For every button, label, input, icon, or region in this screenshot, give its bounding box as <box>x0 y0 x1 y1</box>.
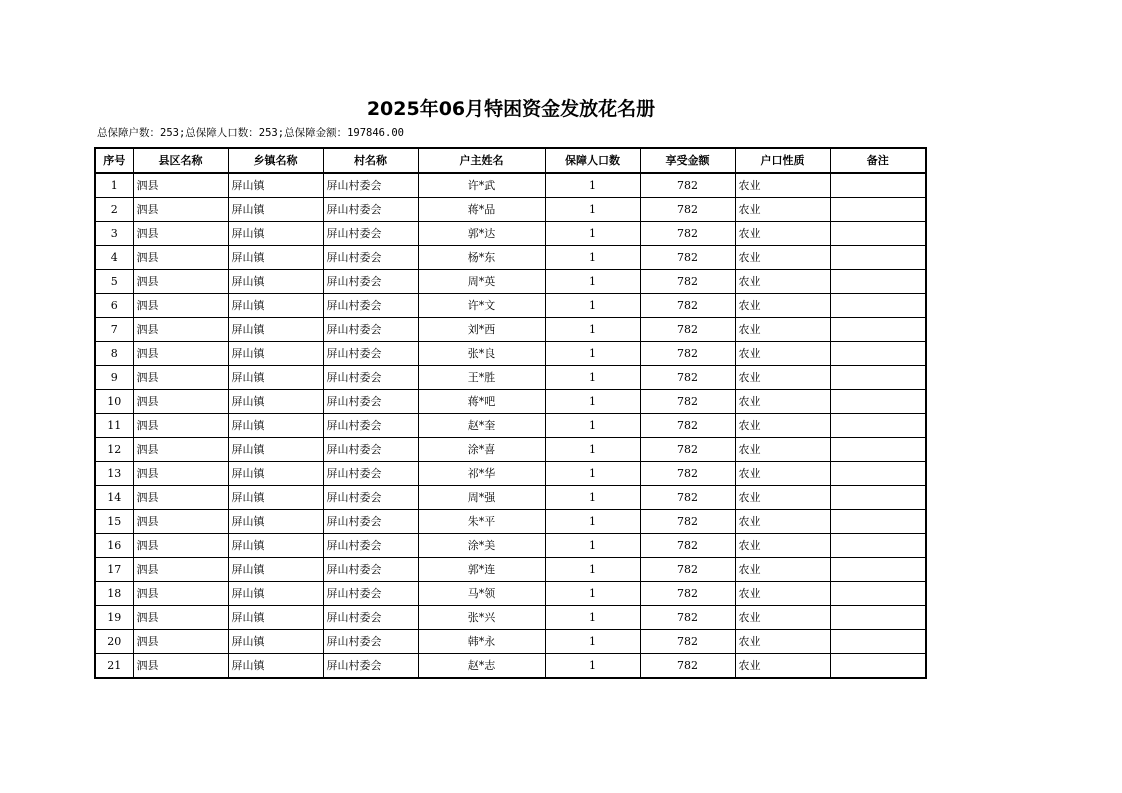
table-row <box>95 654 926 679</box>
cell-amount: 782 <box>640 630 735 654</box>
cell-people: 1 <box>545 438 640 462</box>
cell-seq: 16 <box>95 534 133 558</box>
cell-note <box>830 510 926 534</box>
table-row <box>95 630 926 654</box>
cell-note <box>830 630 926 654</box>
cell-people: 1 <box>545 198 640 222</box>
header-note: 备注 <box>830 148 926 173</box>
cell-householder: 马*领 <box>418 582 545 606</box>
cell-note <box>830 390 926 414</box>
cell-note <box>830 486 926 510</box>
cell-people: 1 <box>545 486 640 510</box>
cell-county: 泗县 <box>133 342 228 366</box>
table-row <box>95 558 926 582</box>
cell-amount: 782 <box>640 270 735 294</box>
cell-amount: 782 <box>640 654 735 679</box>
cell-householder: 许*武 <box>418 173 545 198</box>
cell-people: 1 <box>545 342 640 366</box>
cell-amount: 782 <box>640 510 735 534</box>
cell-hukou: 农业 <box>735 462 830 486</box>
cell-village: 屏山村委会 <box>323 654 418 679</box>
cell-amount: 782 <box>640 414 735 438</box>
cell-people: 1 <box>545 414 640 438</box>
cell-people: 1 <box>545 270 640 294</box>
cell-people: 1 <box>545 462 640 486</box>
cell-amount: 782 <box>640 342 735 366</box>
cell-hukou: 农业 <box>735 318 830 342</box>
cell-seq: 14 <box>95 486 133 510</box>
header-town: 乡镇名称 <box>228 148 323 173</box>
header-people: 保障人口数 <box>545 148 640 173</box>
cell-people: 1 <box>545 630 640 654</box>
header-amount: 享受金额 <box>640 148 735 173</box>
cell-note <box>830 198 926 222</box>
cell-village: 屏山村委会 <box>323 510 418 534</box>
cell-county: 泗县 <box>133 414 228 438</box>
cell-county: 泗县 <box>133 222 228 246</box>
cell-village: 屏山村委会 <box>323 198 418 222</box>
cell-hukou: 农业 <box>735 173 830 198</box>
cell-town: 屏山镇 <box>228 366 323 390</box>
cell-hukou: 农业 <box>735 558 830 582</box>
cell-householder: 朱*平 <box>418 510 545 534</box>
cell-seq: 21 <box>95 654 133 679</box>
cell-county: 泗县 <box>133 270 228 294</box>
table-row <box>95 390 926 414</box>
cell-town: 屏山镇 <box>228 198 323 222</box>
cell-town: 屏山镇 <box>228 486 323 510</box>
header-hukou: 户口性质 <box>735 148 830 173</box>
cell-county: 泗县 <box>133 558 228 582</box>
cell-village: 屏山村委会 <box>323 366 418 390</box>
cell-seq: 11 <box>95 414 133 438</box>
cell-village: 屏山村委会 <box>323 438 418 462</box>
cell-seq: 10 <box>95 390 133 414</box>
cell-people: 1 <box>545 654 640 679</box>
cell-village: 屏山村委会 <box>323 390 418 414</box>
cell-people: 1 <box>545 582 640 606</box>
cell-seq: 15 <box>95 510 133 534</box>
cell-householder: 郭*连 <box>418 558 545 582</box>
cell-householder: 蒋*吧 <box>418 390 545 414</box>
cell-hukou: 农业 <box>735 486 830 510</box>
cell-note <box>830 222 926 246</box>
cell-note <box>830 342 926 366</box>
cell-town: 屏山镇 <box>228 270 323 294</box>
cell-county: 泗县 <box>133 534 228 558</box>
table-row <box>95 198 926 222</box>
cell-county: 泗县 <box>133 173 228 198</box>
cell-hukou: 农业 <box>735 414 830 438</box>
cell-county: 泗县 <box>133 630 228 654</box>
summary-line: 总保障户数：253;总保障人口数：253;总保障金额：197846.00 <box>97 127 404 139</box>
cell-county: 泗县 <box>133 438 228 462</box>
cell-seq: 1 <box>95 173 133 198</box>
cell-seq: 17 <box>95 558 133 582</box>
cell-note <box>830 270 926 294</box>
cell-amount: 782 <box>640 366 735 390</box>
cell-village: 屏山村委会 <box>323 486 418 510</box>
cell-seq: 7 <box>95 318 133 342</box>
table-row <box>95 342 926 366</box>
table-row <box>95 366 926 390</box>
cell-people: 1 <box>545 558 640 582</box>
cell-seq: 18 <box>95 582 133 606</box>
cell-hukou: 农业 <box>735 582 830 606</box>
cell-householder: 王*胜 <box>418 366 545 390</box>
cell-county: 泗县 <box>133 582 228 606</box>
table-row <box>95 246 926 270</box>
cell-county: 泗县 <box>133 246 228 270</box>
cell-householder: 涂*美 <box>418 534 545 558</box>
cell-amount: 782 <box>640 582 735 606</box>
cell-amount: 782 <box>640 173 735 198</box>
cell-village: 屏山村委会 <box>323 534 418 558</box>
cell-householder: 刘*西 <box>418 318 545 342</box>
cell-householder: 涂*喜 <box>418 438 545 462</box>
cell-town: 屏山镇 <box>228 534 323 558</box>
cell-amount: 782 <box>640 606 735 630</box>
cell-note <box>830 173 926 198</box>
cell-seq: 4 <box>95 246 133 270</box>
cell-town: 屏山镇 <box>228 582 323 606</box>
cell-seq: 8 <box>95 342 133 366</box>
cell-county: 泗县 <box>133 654 228 679</box>
cell-town: 屏山镇 <box>228 462 323 486</box>
cell-county: 泗县 <box>133 510 228 534</box>
cell-hukou: 农业 <box>735 606 830 630</box>
cell-town: 屏山镇 <box>228 318 323 342</box>
cell-note <box>830 462 926 486</box>
table-row <box>95 294 926 318</box>
cell-note <box>830 438 926 462</box>
cell-people: 1 <box>545 366 640 390</box>
cell-note <box>830 534 926 558</box>
cell-householder: 杨*东 <box>418 246 545 270</box>
cell-hukou: 农业 <box>735 270 830 294</box>
cell-county: 泗县 <box>133 462 228 486</box>
table-header-row <box>95 148 926 173</box>
roster-table <box>94 147 927 679</box>
cell-village: 屏山村委会 <box>323 630 418 654</box>
header-county: 县区名称 <box>133 148 228 173</box>
cell-note <box>830 582 926 606</box>
cell-seq: 13 <box>95 462 133 486</box>
table-row <box>95 606 926 630</box>
cell-town: 屏山镇 <box>228 173 323 198</box>
cell-county: 泗县 <box>133 198 228 222</box>
cell-hukou: 农业 <box>735 294 830 318</box>
cell-people: 1 <box>545 390 640 414</box>
cell-seq: 3 <box>95 222 133 246</box>
cell-hukou: 农业 <box>735 534 830 558</box>
cell-county: 泗县 <box>133 606 228 630</box>
cell-village: 屏山村委会 <box>323 582 418 606</box>
cell-village: 屏山村委会 <box>323 222 418 246</box>
table-row <box>95 222 926 246</box>
cell-village: 屏山村委会 <box>323 414 418 438</box>
header-seq: 序号 <box>95 148 133 173</box>
cell-county: 泗县 <box>133 486 228 510</box>
cell-village: 屏山村委会 <box>323 342 418 366</box>
cell-householder: 周*强 <box>418 486 545 510</box>
cell-note <box>830 654 926 679</box>
cell-town: 屏山镇 <box>228 342 323 366</box>
cell-people: 1 <box>545 318 640 342</box>
cell-householder: 赵*奎 <box>418 414 545 438</box>
cell-people: 1 <box>545 173 640 198</box>
cell-householder: 张*兴 <box>418 606 545 630</box>
cell-amount: 782 <box>640 198 735 222</box>
cell-county: 泗县 <box>133 366 228 390</box>
cell-village: 屏山村委会 <box>323 462 418 486</box>
cell-town: 屏山镇 <box>228 654 323 679</box>
cell-town: 屏山镇 <box>228 606 323 630</box>
cell-hukou: 农业 <box>735 246 830 270</box>
cell-town: 屏山镇 <box>228 246 323 270</box>
table-row <box>95 510 926 534</box>
cell-householder: 周*英 <box>418 270 545 294</box>
cell-amount: 782 <box>640 294 735 318</box>
table-row <box>95 486 926 510</box>
cell-householder: 张*良 <box>418 342 545 366</box>
cell-hukou: 农业 <box>735 630 830 654</box>
cell-amount: 782 <box>640 246 735 270</box>
table-row <box>95 462 926 486</box>
cell-county: 泗县 <box>133 318 228 342</box>
cell-note <box>830 294 926 318</box>
cell-seq: 9 <box>95 366 133 390</box>
cell-town: 屏山镇 <box>228 630 323 654</box>
cell-hukou: 农业 <box>735 342 830 366</box>
cell-county: 泗县 <box>133 390 228 414</box>
cell-people: 1 <box>545 246 640 270</box>
cell-village: 屏山村委会 <box>323 246 418 270</box>
cell-village: 屏山村委会 <box>323 173 418 198</box>
cell-hukou: 农业 <box>735 510 830 534</box>
cell-householder: 祁*华 <box>418 462 545 486</box>
cell-town: 屏山镇 <box>228 510 323 534</box>
cell-people: 1 <box>545 294 640 318</box>
header-village: 村名称 <box>323 148 418 173</box>
cell-amount: 782 <box>640 462 735 486</box>
cell-householder: 郭*达 <box>418 222 545 246</box>
cell-town: 屏山镇 <box>228 222 323 246</box>
cell-householder: 许*文 <box>418 294 545 318</box>
cell-hukou: 农业 <box>735 198 830 222</box>
cell-town: 屏山镇 <box>228 294 323 318</box>
cell-people: 1 <box>545 534 640 558</box>
table-row <box>95 318 926 342</box>
page-title: 2025年06月特困资金发放花名册 <box>366 98 656 120</box>
cell-seq: 19 <box>95 606 133 630</box>
cell-note <box>830 558 926 582</box>
cell-town: 屏山镇 <box>228 390 323 414</box>
table-row <box>95 582 926 606</box>
cell-amount: 782 <box>640 222 735 246</box>
cell-village: 屏山村委会 <box>323 318 418 342</box>
cell-seq: 12 <box>95 438 133 462</box>
header-householder: 户主姓名 <box>418 148 545 173</box>
table-row <box>95 270 926 294</box>
cell-village: 屏山村委会 <box>323 606 418 630</box>
cell-town: 屏山镇 <box>228 558 323 582</box>
cell-seq: 2 <box>95 198 133 222</box>
cell-householder: 蒋*品 <box>418 198 545 222</box>
cell-amount: 782 <box>640 318 735 342</box>
cell-note <box>830 366 926 390</box>
cell-amount: 782 <box>640 534 735 558</box>
cell-householder: 赵*志 <box>418 654 545 679</box>
cell-hukou: 农业 <box>735 222 830 246</box>
cell-town: 屏山镇 <box>228 438 323 462</box>
cell-hukou: 农业 <box>735 654 830 679</box>
cell-people: 1 <box>545 510 640 534</box>
cell-amount: 782 <box>640 390 735 414</box>
cell-seq: 6 <box>95 294 133 318</box>
cell-hukou: 农业 <box>735 366 830 390</box>
cell-amount: 782 <box>640 438 735 462</box>
table-row <box>95 534 926 558</box>
cell-note <box>830 606 926 630</box>
cell-hukou: 农业 <box>735 438 830 462</box>
cell-town: 屏山镇 <box>228 414 323 438</box>
table-row <box>95 414 926 438</box>
cell-village: 屏山村委会 <box>323 270 418 294</box>
cell-seq: 5 <box>95 270 133 294</box>
cell-people: 1 <box>545 222 640 246</box>
cell-county: 泗县 <box>133 294 228 318</box>
cell-hukou: 农业 <box>735 390 830 414</box>
cell-village: 屏山村委会 <box>323 558 418 582</box>
cell-village: 屏山村委会 <box>323 294 418 318</box>
cell-note <box>830 414 926 438</box>
cell-amount: 782 <box>640 486 735 510</box>
cell-amount: 782 <box>640 558 735 582</box>
cell-note <box>830 318 926 342</box>
cell-seq: 20 <box>95 630 133 654</box>
table-row <box>95 173 926 198</box>
cell-note <box>830 246 926 270</box>
cell-people: 1 <box>545 606 640 630</box>
cell-householder: 韩*永 <box>418 630 545 654</box>
table-row <box>95 438 926 462</box>
